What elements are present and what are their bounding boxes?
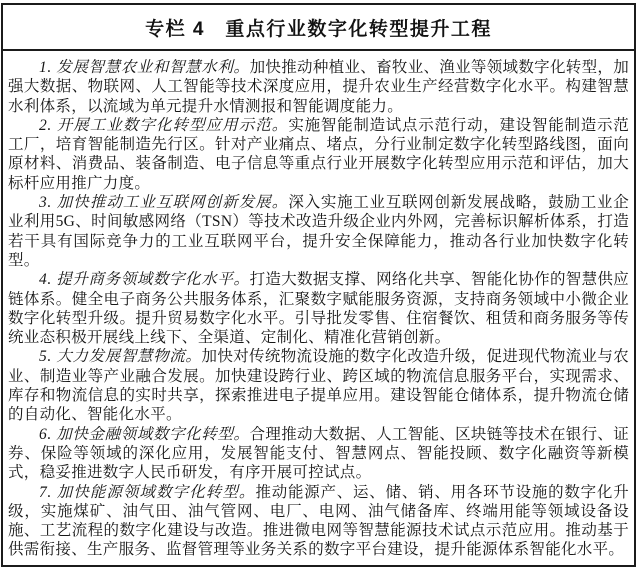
paragraph-6 (8, 425, 629, 483)
paragraph-3-text: 深入实施工业互联网创新发展战略，鼓励工业企业利用5G、时间敏感网络（TSN）等技术改造升级企业内外网，完善标识解析体系，打造若干具有国际竞争力的工业互联网平台，提升安全保障能力，推动各行业加快数字化转型。 (8, 194, 629, 269)
paragraph-2 (8, 116, 629, 193)
paragraph-3 (8, 193, 629, 270)
paragraph-6-lead: 6. 加快金融领域数字化转型。 (39, 425, 250, 443)
paragraph-6-text: 合理推动大数据、人工智能、区块链等技术在银行、证券、保险等领域的深化应用，发展智能支付、智慧网点、智能投顾、数字化融资等新模式，稳妥推进数字人民币研发，有序开展可控试点。 (8, 425, 629, 482)
paragraph-4 (8, 270, 629, 347)
box-title: 专栏 4 重点行业数字化转型提升工程 (3, 5, 634, 51)
paragraph-1-lead: 1. 发展智慧农业和智慧水利。 (39, 59, 250, 76)
paragraph-7-lead: 7. 加快能源领域数字化转型。 (39, 483, 256, 501)
paragraph-1 (8, 58, 629, 116)
paragraph-7-text: 推动能源产、运、储、销、用各环节设施的数字化升级，实施煤矿、油气田、油气管网、电厂、电网、油气储备库、终端用能等领域设备设施、工艺流程的数字化建设与改造。推进微电网等智慧能源技术试点示范应用。推动基于供需衔接、生产服务、监督管理等业务关系的数字平台建设，提升能源体系智能化水平。 (8, 483, 629, 559)
paragraph-5-text: 加快对传统物流设施的数字化改造升级，促进现代物流业与农业、制造业等产业融合发展。加快建设跨行业、跨区域的物流信息服务平台，实现需求、库存和物流信息的实时共享，探索推进电子提单应用。建设智能仓储体系，提升物流仓储的自动化、智能化水平。 (8, 348, 629, 424)
paragraph-4-text: 打造大数据支撑、网络化共享、智能化协作的智慧供应链体系。健全电子商务公共服务体系，汇聚数字赋能服务资源，支持商务领域中小微企业数字化转型升级。提升贸易数字化水平。引导批发零售、住宿餐饮、租赁和商务服务等传统业态积极开展线上线下、全渠道、定制化、精准化营销创新。 (8, 271, 629, 347)
paragraph-2-lead: 2. 开展工业数字化转型应用示范。 (39, 116, 289, 134)
policy-column-box (1, 3, 636, 567)
paragraph-5-lead: 5. 大力发展智慧物流。 (39, 348, 202, 366)
paragraph-7 (8, 483, 629, 560)
paragraph-4-lead: 4. 提升商务领域数字化水平。 (39, 271, 250, 289)
paragraph-1-text: 加快推动种植业、畜牧业、渔业等领域数字化转型，加强大数据、物联网、人工智能等技术深度应用，提升农业生产经营数字化水平。构建智慧水利体系，以流域为单元提升水情测报和智能调度能力。 (8, 59, 629, 115)
box-body (3, 51, 634, 565)
paragraph-5 (8, 347, 629, 424)
paragraph-3-lead: 3. 加快推动工业互联网创新发展。 (39, 194, 289, 212)
paragraph-2-text: 实施智能制造试点示范行动，建设智能制造示范工厂，培育智能制造先行区。针对产业痛点、堵点，分行业制定数字化转型路线图，面向原材料、消费品、装备制造、电子信息等重点行业开展数字化转型应用示范和评估，加大标杆应用推广力度。 (8, 116, 629, 192)
